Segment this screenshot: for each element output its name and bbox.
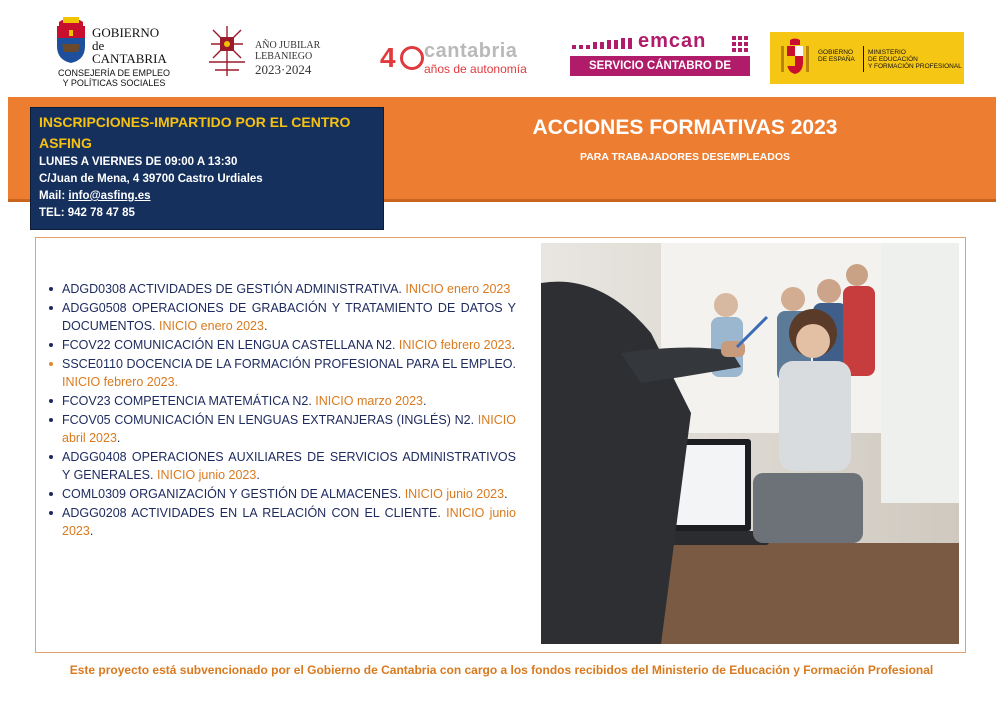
classroom-photo [541, 243, 959, 644]
course-item: ADGD0308 ACTIVIDADES DE GESTIÓN ADMINISTRATIVA. INICIO enero 2023 [46, 280, 516, 298]
course-item: SSCE0110 DOCENCIA DE LA FORMACIÓN PROFESIONAL PARA EL EMPLEO. INICIO febrero 2023. [46, 355, 516, 391]
page-subtitle: PARA TRABAJADORES DESEMPLEADOS [579, 151, 791, 163]
cantabria-shield-icon [54, 14, 88, 64]
zero-ring-icon [400, 46, 424, 70]
course-item: ADGG0508 OPERACIONES DE GRABACIÓN Y TRATAMIENTO DE DATOS Y DOCUMENTOS. INICIO enero 2023. [46, 299, 516, 335]
bullet-icon [49, 287, 53, 291]
gobierno-espana-text: GOBIERNO DE ESPAÑA [818, 49, 855, 63]
bullet-icon [49, 306, 53, 310]
ministerio-divider [863, 46, 864, 72]
course-item: FCOV22 COMUNICACIÓN EN LENGUA CASTELLANA N2. INICIO febrero 2023. [46, 336, 516, 354]
emcan-dots-icon [570, 38, 634, 50]
gobierno-name: GOBIERNO de CANTABRIA [92, 25, 167, 66]
bullet-icon [49, 399, 53, 403]
bullet-icon [49, 343, 53, 347]
ano-jubilar-logo [205, 22, 340, 82]
bullet-icon [49, 511, 53, 515]
funding-footer: Este proyecto está subvencionado por el Gobierno de Cantabria con cargo a los fondos recibidos del Ministerio de Educación y Formación Profesional [69, 663, 934, 677]
gobierno-cantabria-logo [54, 12, 174, 96]
phone-number: TEL: 942 78 47 85 [39, 207, 135, 219]
spain-coat-of-arms-icon [778, 38, 812, 78]
cantabria-40-logo [380, 42, 545, 82]
opening-hours: LUNES A VIERNES DE 09:00 A 13:30 [39, 156, 238, 168]
emcan-logo [570, 30, 750, 92]
course-item: FCOV23 COMPETENCIA MATEMÁTICA N2. INICIO marzo 2023. [46, 392, 516, 410]
mail-line [39, 188, 375, 205]
servicio-cantabro-bar: SERVICIO CÁNTABRO DE EMPLEO [570, 56, 750, 76]
ministerio-logo [770, 32, 964, 84]
center-address: C/Juan de Mena, 4 39700 Castro Urdiales [39, 173, 263, 185]
page-title: ACCIONES FORMATIVAS 2023 [532, 116, 838, 139]
bullet-icon [49, 362, 53, 366]
mail-label: Mail: [39, 190, 69, 202]
course-list [46, 280, 516, 541]
ministerio-educacion-text: MINISTERIO DE EDUCACIÓN Y FORMACIÓN PROFESIONAL [868, 49, 962, 70]
course-item: ADGG0408 OPERACIONES AUXILIARES DE SERVICIOS ADMINISTRATIVOS Y GENERALES. INICIO junio 2023. [46, 448, 516, 484]
lebaniego-cross-icon [205, 22, 249, 80]
emcan-grid-icon [732, 36, 748, 52]
classroom-illustration [541, 243, 959, 644]
cantabria-word: cantabria [424, 40, 518, 62]
forty-number: 4 [380, 42, 394, 73]
bullet-icon [49, 492, 53, 496]
bullet-icon [49, 418, 53, 422]
inscription-info-box [30, 107, 384, 230]
consejeria-name: CONSEJERÍA DE EMPLEO Y POLÍTICAS SOCIALES [57, 68, 171, 88]
course-item: FCOV05 COMUNICACIÓN EN LENGUAS EXTRANJERAS (INGLÉS) N2. INICIO abril 2023. [46, 411, 516, 447]
autonomia-tagline: años de autonomía [424, 62, 527, 76]
course-item: ADGG0208 ACTIVIDADES EN LA RELACIÓN CON EL CLIENTE. INICIO junio 2023. [46, 504, 516, 540]
mail-link[interactable]: info@asfing.es [68, 190, 151, 202]
inscription-title: INSCRIPCIONES-IMPARTIDO POR EL CENTRO ASFING [39, 114, 351, 151]
jubilar-text: AÑO JUBILAR LEBANIEGO 2023·2024 [255, 40, 321, 77]
emcan-word: emcan [638, 30, 707, 52]
course-item: COML0309 ORGANIZACIÓN Y GESTIÓN DE ALMACENES. INICIO junio 2023. [46, 485, 516, 503]
bullet-icon [49, 455, 53, 459]
